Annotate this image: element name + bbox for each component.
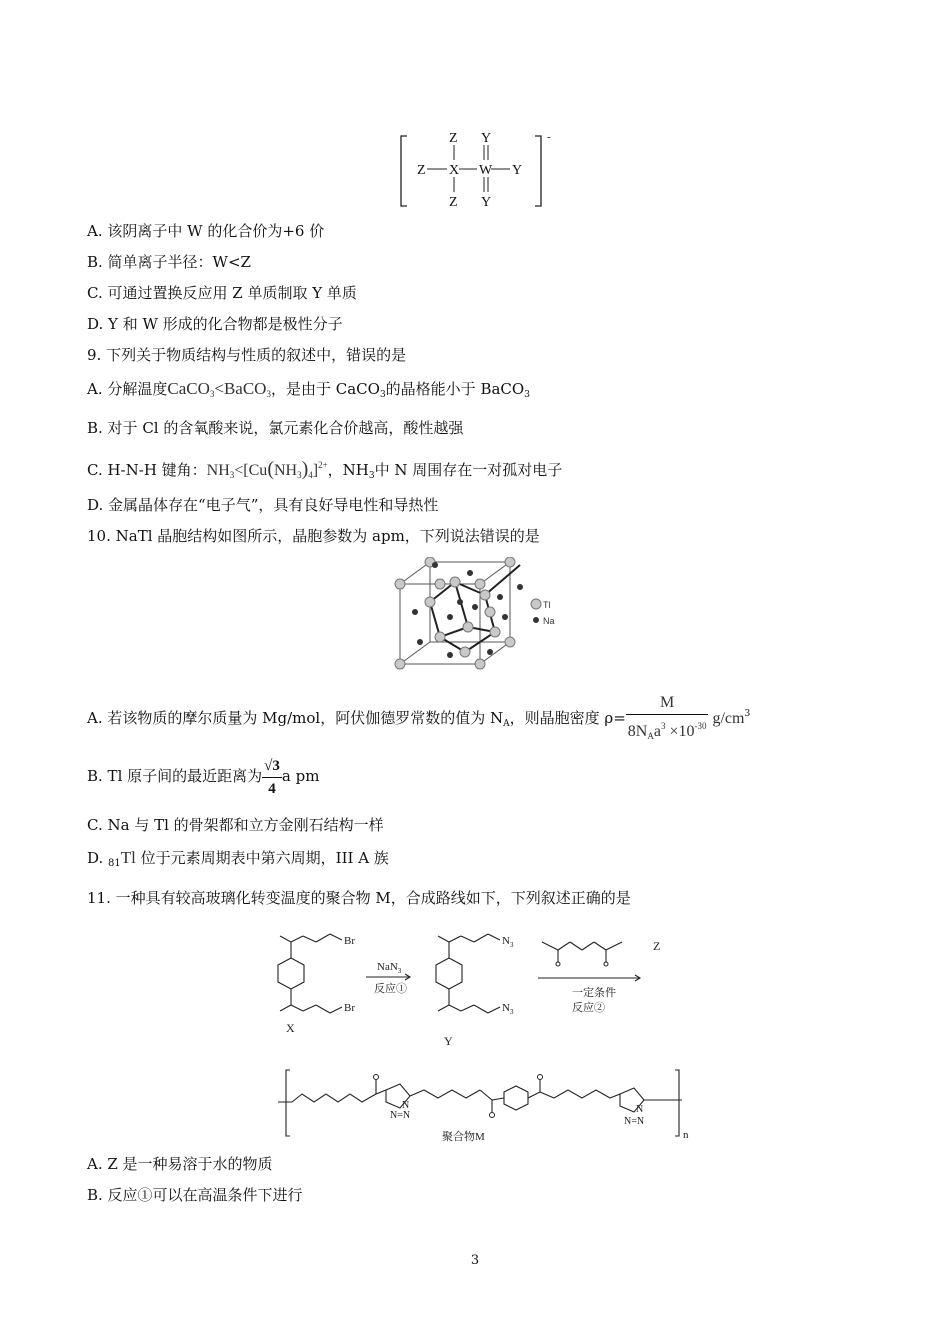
sup: 3 [744,709,751,719]
tl-symbol: Tl [120,848,136,867]
q9-option-a [87,379,530,405]
atom-y-right: Y [512,163,523,178]
q9-a-prefix: A. 分解温度 [87,380,168,398]
q10-option-c: C. Na 与 Tl 的骨架都和立方金刚石结构一样 [87,816,384,834]
anion-structure-figure [395,126,565,214]
q9-a-mid2: 的晶格能小于 BaCO [385,380,525,398]
q11-option-b: B. 反应①可以在高温条件下进行 [87,1186,303,1204]
q10-a-mid: ，则晶胞密度 ρ= [509,709,626,727]
sub: 3 [509,1008,514,1016]
den-part: ×10 [665,722,695,740]
sup: 3 [660,720,666,731]
sub: 3 [379,390,386,400]
polymer-m-figure [272,1062,697,1150]
natl-unit-cell-figure [390,557,570,673]
atom-z-left: Z [417,163,426,178]
atom-z-bottom: Z [449,195,458,210]
repeat-n: n [683,1129,689,1141]
atom-w: W [479,163,493,178]
reagent-nan3 [377,961,402,975]
frac-num: √3 [262,755,282,778]
bracket: ] [312,462,319,479]
baco3-formula: <BaCO [214,379,267,398]
q11-stem: 11. 一种具有较高玻璃化转变温度的聚合物 M，合成路线如下，下列叙述正确的是 [87,889,631,907]
q10-b-prefix: B. Tl 原子间的最近距离为 [87,767,263,785]
sub: 3 [297,470,302,480]
sub: A [647,730,654,741]
legend-tl: Tl [543,600,551,610]
nh3-ligand: NH [273,462,298,479]
sub: 3 [524,390,530,400]
polymer-n-right: N [636,1104,644,1115]
density-unit: g/cm [708,710,745,727]
q10-option-d [87,848,389,874]
paren: ( [267,458,274,480]
x-br-top: Br [344,935,355,947]
reaction-2-label: 反应② [572,1002,605,1014]
density-fraction [626,692,709,747]
q9-option-d: D. 金属晶体存在“电子气”，具有良好导电性和导热性 [87,496,439,514]
q9-c-suffix: ，NH [327,461,369,479]
label-y: Y [444,1034,453,1048]
sub: 4 [308,470,313,480]
nh3-formula: NH [206,462,230,479]
atom-y-top: Y [481,131,492,146]
sub: 3 [209,389,215,399]
q9-stem: 9. 下列关于物质结构与性质的叙述中，错误的是 [87,346,407,364]
q10-option-a [87,686,750,752]
q10-b-suffix: a pm [281,767,320,785]
paren: ) [301,458,309,480]
q9-option-c [87,455,562,486]
sub: 3 [509,941,514,949]
q9-option-b: B. 对于 Cl 的含氧酸来说，氯元素化合价越高，酸性越强 [87,419,464,437]
atom-x: X [449,163,460,178]
y-n3-bottom [502,1002,514,1016]
q11-option-a: A. Z 是一种易溶于水的物质 [87,1155,273,1173]
sup: -30 [694,720,707,731]
frac-num: M [626,692,709,715]
frac-den: 4 [268,780,276,797]
q8-option-a: A. 该阴离子中 W 的化合价为+6 价 [87,222,325,240]
q10-stem: 10. NaTl 晶胞结构如图所示，晶胞参数为 apm，下列说法错误的是 [87,527,540,545]
y-n3-top [502,935,514,949]
polymer-n-left: N [402,1100,410,1111]
cu-complex: <[Cu [234,462,268,479]
label-x: X [286,1021,295,1035]
page-number: 3 [470,1253,480,1268]
label-z: Z [653,939,661,953]
caco3-formula: CaCO [167,379,210,398]
q8-option-c: C. 可通过置换反应用 Z 单质制取 Y 单质 [87,284,357,302]
polymer-label: 聚合物M [442,1131,485,1143]
distance-fraction [262,755,282,800]
polymer-nn-right: N=N [624,1116,645,1127]
reagent: NaN [377,961,398,973]
charge: 2+ [318,460,328,470]
condition-label: 一定条件 [572,987,616,999]
q10-a-prefix: A. 若该物质的摩尔质量为 Mg/mol，阿伏伽德罗常数的值为 N [87,709,504,727]
atom: N [502,935,510,947]
q9-c-prefix: C. H-N-H 键角： [87,461,207,479]
sub: 3 [229,470,235,480]
synthesis-route-figure [258,920,698,1060]
q9-a-mid: ，是由于 CaCO [270,380,380,398]
q10-d-suffix: 位于元素周期表中第六周期，III A 族 [135,849,389,867]
atom: N [502,1002,510,1014]
q10-d-prefix: D. [87,849,109,867]
den-part: a [653,722,661,740]
legend-na: Na [543,616,555,626]
atom-y-bottom: Y [481,195,492,210]
reaction-1-label: 反应① [374,983,407,995]
sub: 3 [397,967,402,975]
q8-option-d: D. Y 和 W 形成的化合物都是极性分子 [87,315,343,333]
sub: A [503,719,510,729]
frac-den [626,715,709,747]
sub: 3 [266,389,271,399]
atomic-number: 81 [108,858,121,869]
q9-c-suffix2: 中 N 周围存在一对孤对电子 [374,461,563,479]
q8-option-b: B. 简单离子半径：W<Z [87,253,251,271]
x-br-bottom: Br [344,1002,355,1014]
sub: 3 [368,471,375,481]
atom-z-top: Z [449,131,458,146]
q10-option-b [87,748,319,804]
ion-charge: - [547,131,551,143]
polymer-nn-left: N=N [390,1110,411,1121]
den-part: 8N [627,722,648,740]
